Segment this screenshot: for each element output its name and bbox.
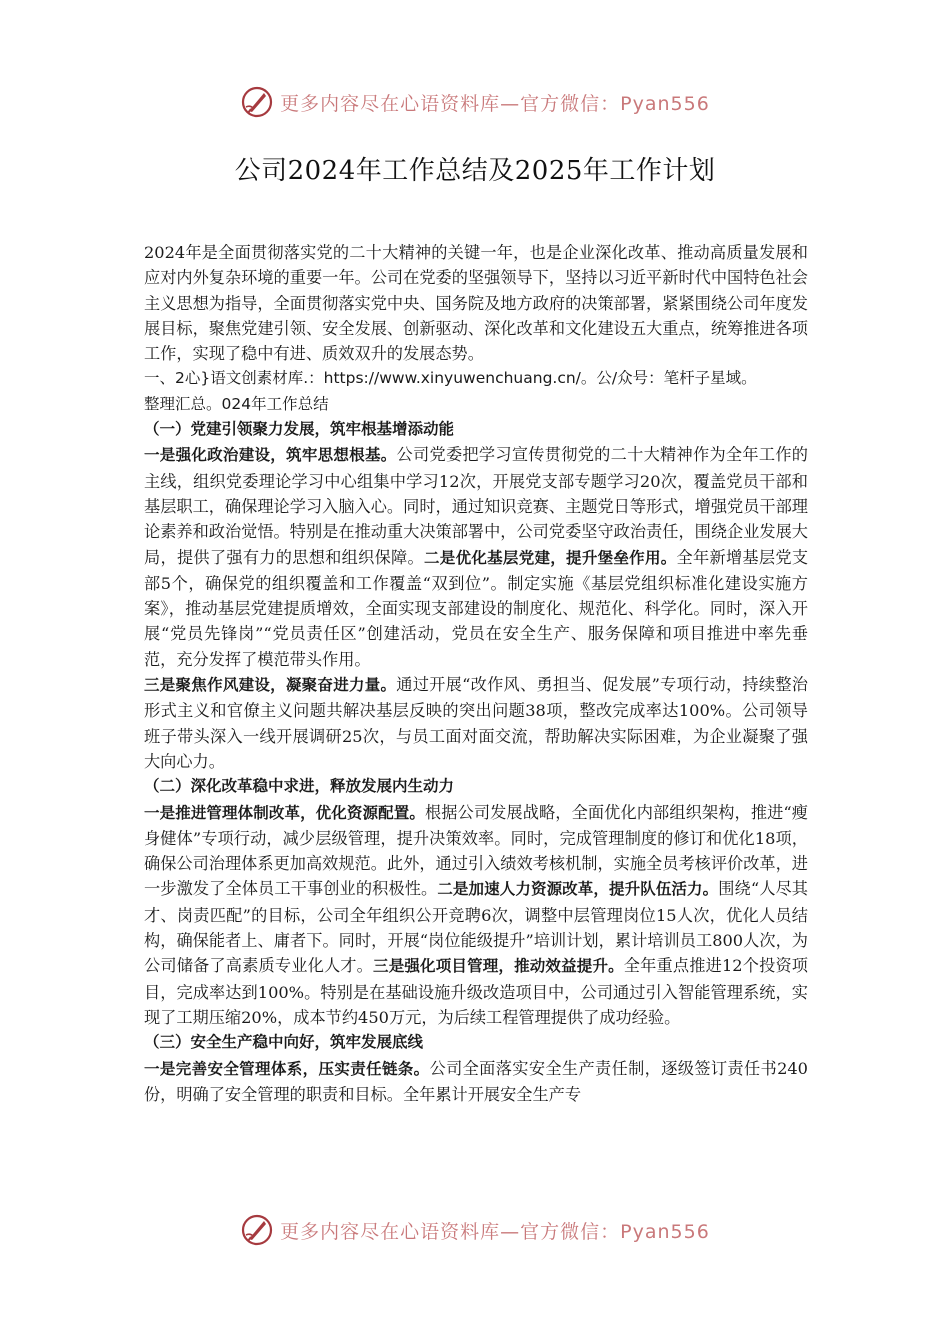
section-1-paragraph [144, 442, 808, 672]
section-1-point-2-title: 二是优化基层党建，提升堡垒作用。 [424, 548, 677, 567]
section-1-point-3-text: 通过开展“改作风、勇担当、促发展”专项行动，持续整治形式主义和官僚主义问题共解决基层反映的突出问题38项，整改完成率达100%。公司领导班子带头深入一线开展调研25次，与员工面对面交流，帮助解决实际困难，为企业凝聚了强大向心力。 [144, 675, 808, 771]
section-2-point-2-title: 二是加速人力资源改革，提升队伍活力。 [437, 880, 719, 899]
section-2-point-2-text: 围绕“人尽其才、岗责匹配”的目标，公司全年组织公开竞聘6次，调整中层管理岗位15人次，优化人员结构，确保能者上、庸者下。同时，开展“岗位能级提升”培训计划，累计培训员工800人次，为公司储备了高素质专业化人才。 [144, 879, 808, 976]
footer-banner [0, 1210, 950, 1250]
quill-circle-icon [240, 1213, 274, 1247]
section-3-paragraph [144, 1056, 808, 1108]
watermark-line-1: 一、2心}语文创素材库.：https://www.xinyuwenchuang.cn/。公/众号：笔杆子星域。 [144, 369, 757, 388]
watermark-line-2: 整理汇总。024年工作总结 [144, 394, 329, 413]
section-2-point-1-text: 根据公司发展战略，全面优化内部组织架构，推进“瘦身健体”专项行动，减少层级管理，提升决策效率。同时，完成管理制度的修订和优化18项，确保公司治理体系更加高效规范。此外，通过引入绩效考核机制，实施全员考核评价改革，进一步激发了全体员工干事创业的积极性。 [144, 802, 808, 899]
section-2-heading: （二）深化改革稳中求进，释放发展内生动力 [144, 777, 455, 796]
section-3-point-1-text: 公司全面落实安全生产责任制，逐级签订责任书240份，明确了安全管理的职责和目标。全年累计开展安全生产专 [144, 1058, 808, 1104]
section-3-heading: （三）安全生产稳中向好，筑牢发展底线 [144, 1033, 424, 1052]
section-3-point-1-title: 一是完善安全管理体系，压实责任链条。 [144, 1059, 430, 1078]
section-2-point-3-title: 三是强化项目管理，推动效益提升。 [373, 957, 624, 976]
document-title: 公司2024年工作总结及2025年工作计划 [234, 156, 716, 186]
section-1-point-3-title: 三是聚焦作风建设，凝聚奋进力量。 [144, 676, 397, 695]
section-2-paragraph [144, 800, 808, 1031]
section-1-point-1-title: 一是强化政治建设，筑牢思想根基。 [144, 446, 397, 465]
section-2-point-1-title: 一是推进管理体制改革，优化资源配置。 [144, 803, 425, 822]
section-1-heading: （一）党建引领聚力发展，筑牢根基增添动能 [144, 420, 455, 439]
header-banner [0, 82, 950, 122]
section-1-paragraph-2 [144, 672, 808, 774]
banner-text: 更多内容尽在心语资料库—官方微信：Pyan556 [280, 92, 710, 115]
banner-inner [240, 85, 710, 119]
document-body [144, 240, 808, 1107]
footer-banner-inner [240, 1213, 710, 1247]
footer-banner-text: 更多内容尽在心语资料库—官方微信：Pyan556 [280, 1220, 710, 1243]
section-1-point-2-text: 全年新增基层党支部5个，确保党的组织覆盖和工作覆盖“双到位”。制定实施《基层党组织标准化建设实施方案》，推动基层党建提质增效，全面实现支部建设的制度化、规范化、科学化。同时，深入开展“党员先锋岗”“党员责任区”创建活动，党员在安全生产、服务保障和项目推进中率先垂范，充分发挥了模范带头作用。 [144, 547, 809, 669]
section-2-point-3-text: 全年重点推进12个投资项目，完成率达到100%。特别是在基础设施升级改造项目中，公司通过引入智能管理系统，实现了工期压缩20%，成本节约450万元，为后续工程管理提供了成功经验。 [144, 956, 808, 1027]
quill-circle-icon [240, 85, 274, 119]
section-1-point-1-text: 公司党委把学习宣传贯彻党的二十大精神作为全年工作的主线，组织党委理论学习中心组集中学习12次，开展党支部专题学习20次，覆盖党员干部和基层职工，确保理论学习入脑入心。同时，通过知识竞赛、主题党日等形式，增强党员干部理论素养和政治觉悟。特别是在推动重大决策部署中，公司党委坚守政治责任，围绕企业发展大局，提供了强有力的思想和组织保障。 [144, 445, 808, 567]
intro-paragraph: 2024年是全面贯彻落实党的二十大精神的关键一年，也是企业深化改革、推动高质量发展和应对内外复杂环境的重要一年。公司在党委的坚强领导下，坚持以习近平新时代中国特色社会主义思想为指导，全面贯彻落实党中央、国务院及地方政府的决策部署，紧紧围绕公司年度发展目标，聚焦党建引领、安全发展、创新驱动、深化改革和文化建设五大重点，统筹推进各项工作，实现了稳中有进、质效双升的发展态势。 [144, 243, 808, 364]
